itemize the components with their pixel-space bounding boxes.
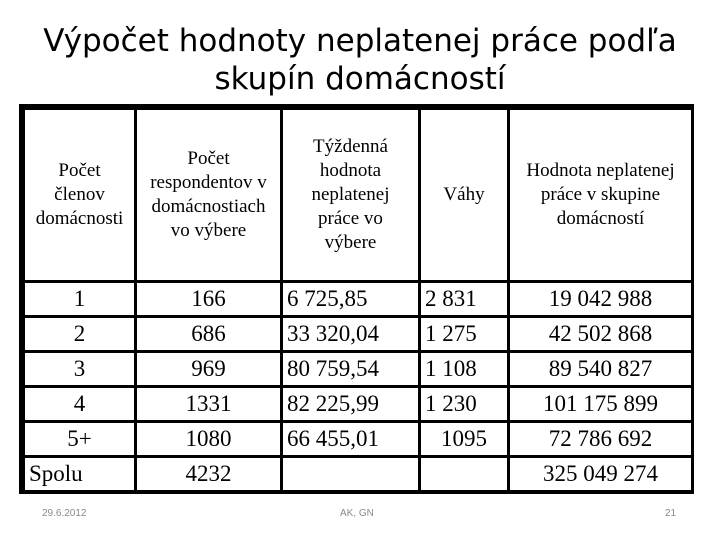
header-respondents-count [137, 110, 280, 280]
header-text-line: práce vo [318, 208, 383, 229]
cell-weekly-value: 66 455,01 [283, 423, 418, 455]
header-text-line: členov [54, 184, 105, 205]
header-text-line: Počet [58, 160, 101, 181]
cell-group-value: 19 042 988 [510, 283, 691, 315]
cell-total-respondents: 4232 [137, 458, 280, 490]
table-row [25, 388, 691, 420]
header-text-line: výbere [324, 232, 377, 253]
table-header-row [25, 110, 691, 280]
header-text-line: Počet [187, 148, 230, 169]
cell-members: 3 [25, 353, 134, 385]
cell-total-weekly-value [283, 458, 418, 490]
cell-members: 5+ [25, 423, 134, 455]
footer-date: 29.6.2012 [42, 508, 87, 519]
cell-members: 4 [25, 388, 134, 420]
table-row [25, 353, 691, 385]
header-text-line: hodnota [319, 160, 382, 181]
header-weights [421, 110, 507, 280]
cell-respondents: 969 [137, 353, 280, 385]
header-text-line: Hodnota neplatenej [526, 160, 675, 181]
footer-page-number: 21 [665, 508, 677, 519]
header-text-line: práce v skupine [540, 184, 661, 205]
slide-title [20, 22, 700, 98]
data-table-frame [19, 104, 694, 494]
cell-group-value: 42 502 868 [510, 318, 691, 350]
cell-members: 2 [25, 318, 134, 350]
header-text-line: neplatenej [311, 184, 390, 205]
cell-members: 1 [25, 283, 134, 315]
cell-weekly-value: 6 725,85 [283, 283, 418, 315]
cell-weekly-value: 82 225,99 [283, 388, 418, 420]
slide-title-line-1: Výpočet hodnoty neplatenej práce podľa [43, 23, 677, 59]
cell-respondents: 1080 [137, 423, 280, 455]
table-total-row [25, 458, 691, 490]
header-weekly-value [283, 110, 418, 280]
cell-total-label: Spolu [25, 458, 134, 490]
header-group-value [510, 110, 691, 280]
header-text-line: respondentov v [150, 172, 267, 193]
header-text-line: domácnostiach [151, 196, 266, 217]
slide-title-line-2: skupín domácností [214, 61, 506, 97]
data-table [22, 107, 694, 493]
cell-respondents: 686 [137, 318, 280, 350]
table-row [25, 283, 691, 315]
cell-weight: 1095 [421, 423, 507, 455]
cell-weekly-value: 80 759,54 [283, 353, 418, 385]
cell-respondents: 1331 [137, 388, 280, 420]
cell-total-group-value: 325 049 274 [510, 458, 691, 490]
cell-total-weight [421, 458, 507, 490]
footer-authors: AK, GN [340, 508, 374, 519]
cell-weekly-value: 33 320,04 [283, 318, 418, 350]
cell-respondents: 166 [137, 283, 280, 315]
header-text-line: vo výbere [170, 220, 247, 241]
cell-group-value: 101 175 899 [510, 388, 691, 420]
header-text-line: Týždenná [313, 136, 388, 157]
table-row [25, 318, 691, 350]
cell-group-value: 89 540 827 [510, 353, 691, 385]
table-row [25, 423, 691, 455]
cell-weight: 1 108 [421, 353, 507, 385]
header-text-line: Váhy [443, 184, 485, 205]
header-text-line: domácností [556, 208, 645, 229]
cell-weight: 1 275 [421, 318, 507, 350]
cell-group-value: 72 786 692 [510, 423, 691, 455]
header-members-count [25, 110, 134, 280]
header-text-line: domácnosti [35, 208, 124, 229]
cell-weight: 2 831 [421, 283, 507, 315]
cell-weight: 1 230 [421, 388, 507, 420]
